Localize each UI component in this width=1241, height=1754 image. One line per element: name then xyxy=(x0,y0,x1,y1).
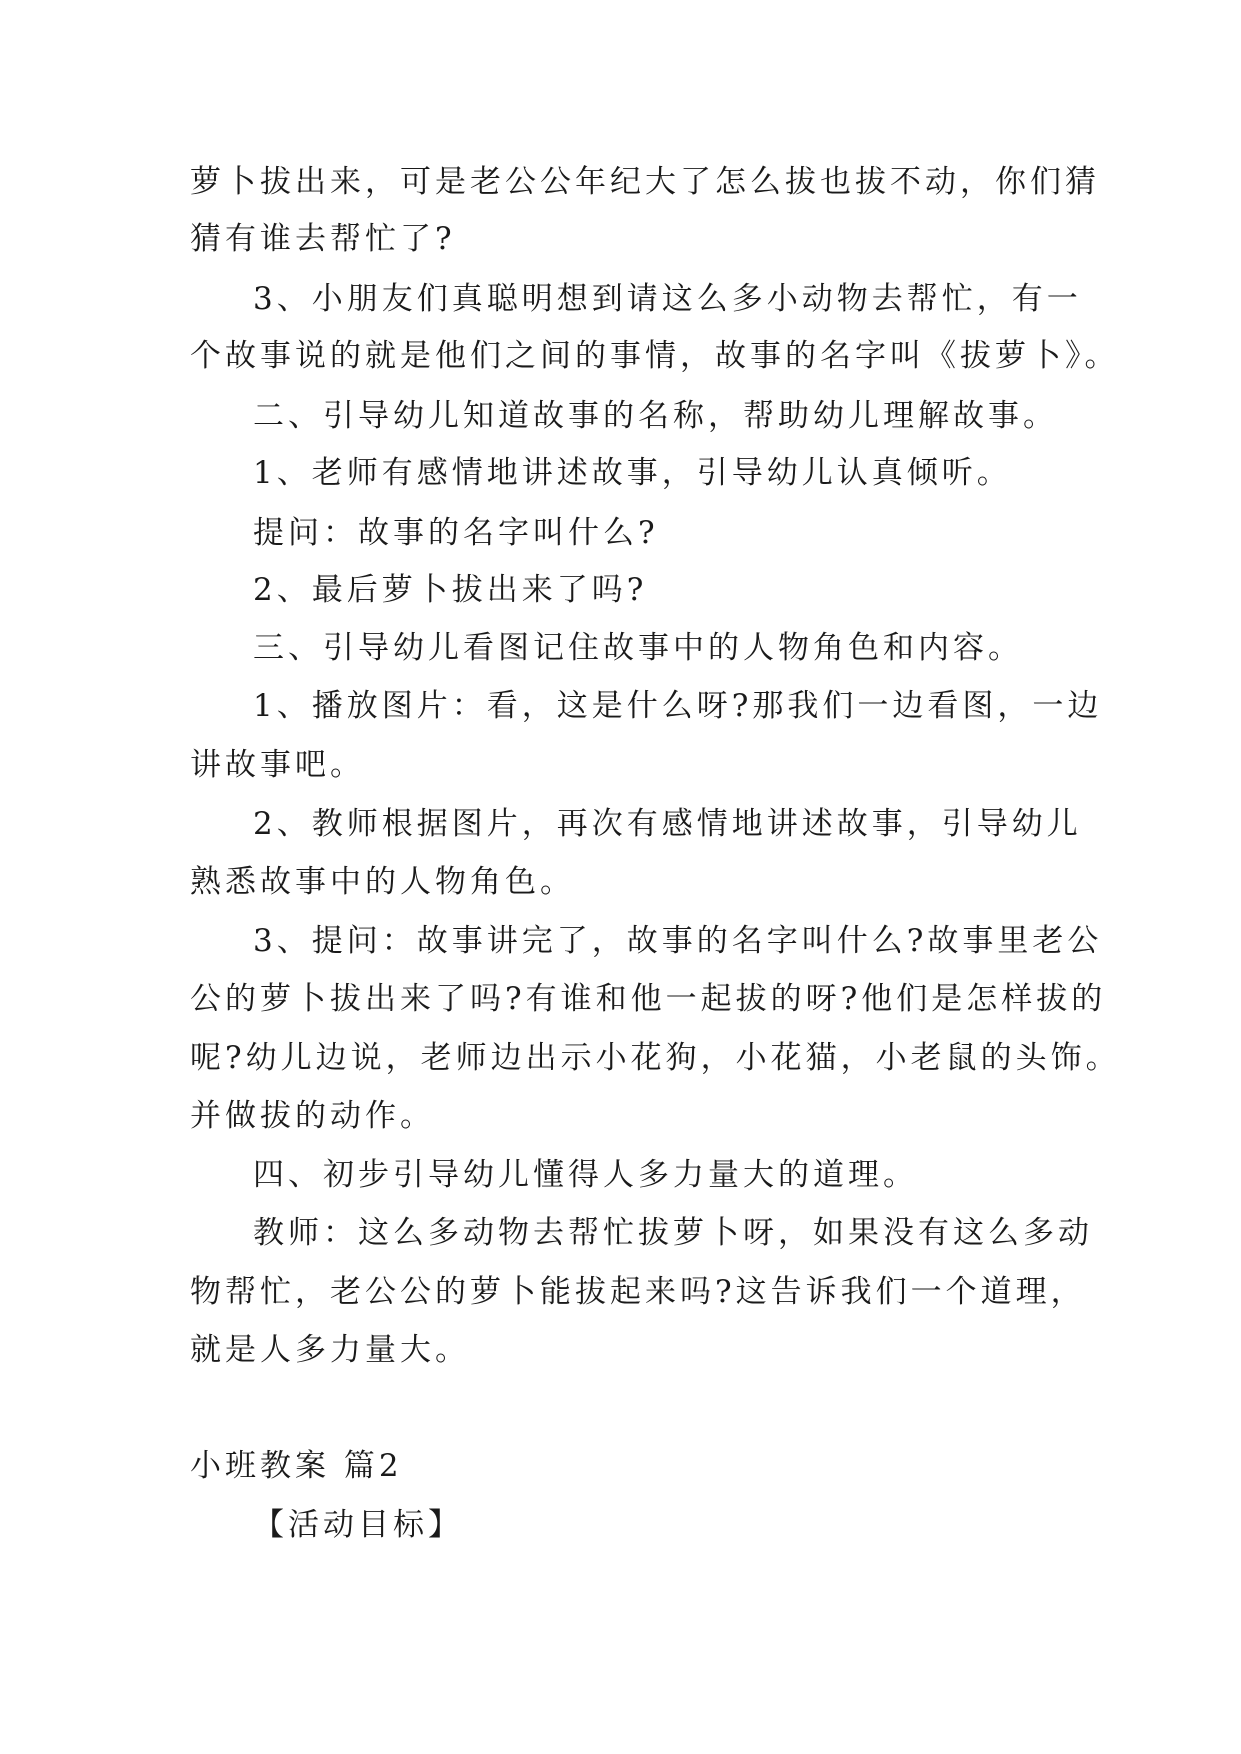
paragraph-line: 呢?幼儿边说，老师边出示小花狗，小花猫，小老鼠的头饰。 xyxy=(190,1040,1121,1076)
paragraph-line: 萝卜拔出来，可是老公公年纪大了怎么拔也拔不动，你们猜 xyxy=(190,164,1100,200)
section-heading: 四、初步引导幼儿懂得人多力量大的道理。 xyxy=(253,1157,918,1193)
paragraph-line: 熟悉故事中的人物角色。 xyxy=(190,864,575,900)
paragraph-line: 个故事说的就是他们之间的事情，故事的名字叫《拔萝卜》。 xyxy=(190,338,1120,374)
paragraph-line: 公的萝卜拔出来了吗?有谁和他一起拔的呀?他们是怎样拔的 xyxy=(190,981,1107,1017)
paragraph-line: 3、提问：故事讲完了，故事的名字叫什么?故事里老公 xyxy=(253,923,1103,959)
paragraph-line: 1、老师有感情地讲述故事，引导幼儿认真倾听。 xyxy=(253,455,1012,491)
section-heading: 三、引导幼儿看图记住故事中的人物角色和内容。 xyxy=(253,630,1023,666)
paragraph-line: 2、最后萝卜拔出来了吗? xyxy=(253,572,648,608)
paragraph-line: 讲故事吧。 xyxy=(190,747,365,783)
chapter-title: 小班教案 篇2 xyxy=(190,1448,403,1484)
paragraph-line: 1、播放图片：看，这是什么呀?那我们一边看图，一边 xyxy=(253,688,1103,724)
paragraph-line: 猜有谁去帮忙了? xyxy=(190,221,456,257)
subsection-heading: 【活动目标】 xyxy=(253,1507,463,1543)
section-heading: 二、引导幼儿知道故事的名称，帮助幼儿理解故事。 xyxy=(253,398,1058,434)
paragraph-line: 2、教师根据图片，再次有感情地讲述故事，引导幼儿 xyxy=(253,806,1082,842)
paragraph-line: 物帮忙，老公公的萝卜能拔起来吗?这告诉我们一个道理， xyxy=(190,1274,1086,1310)
paragraph-line: 3、小朋友们真聪明想到请这么多小动物去帮忙，有一 xyxy=(253,281,1082,317)
paragraph-line: 教师：这么多动物去帮忙拔萝卜呀，如果没有这么多动 xyxy=(253,1215,1093,1251)
paragraph-line: 并做拔的动作。 xyxy=(190,1098,435,1134)
paragraph-line: 就是人多力量大。 xyxy=(190,1332,470,1368)
paragraph-line: 提问：故事的名字叫什么? xyxy=(253,515,659,551)
